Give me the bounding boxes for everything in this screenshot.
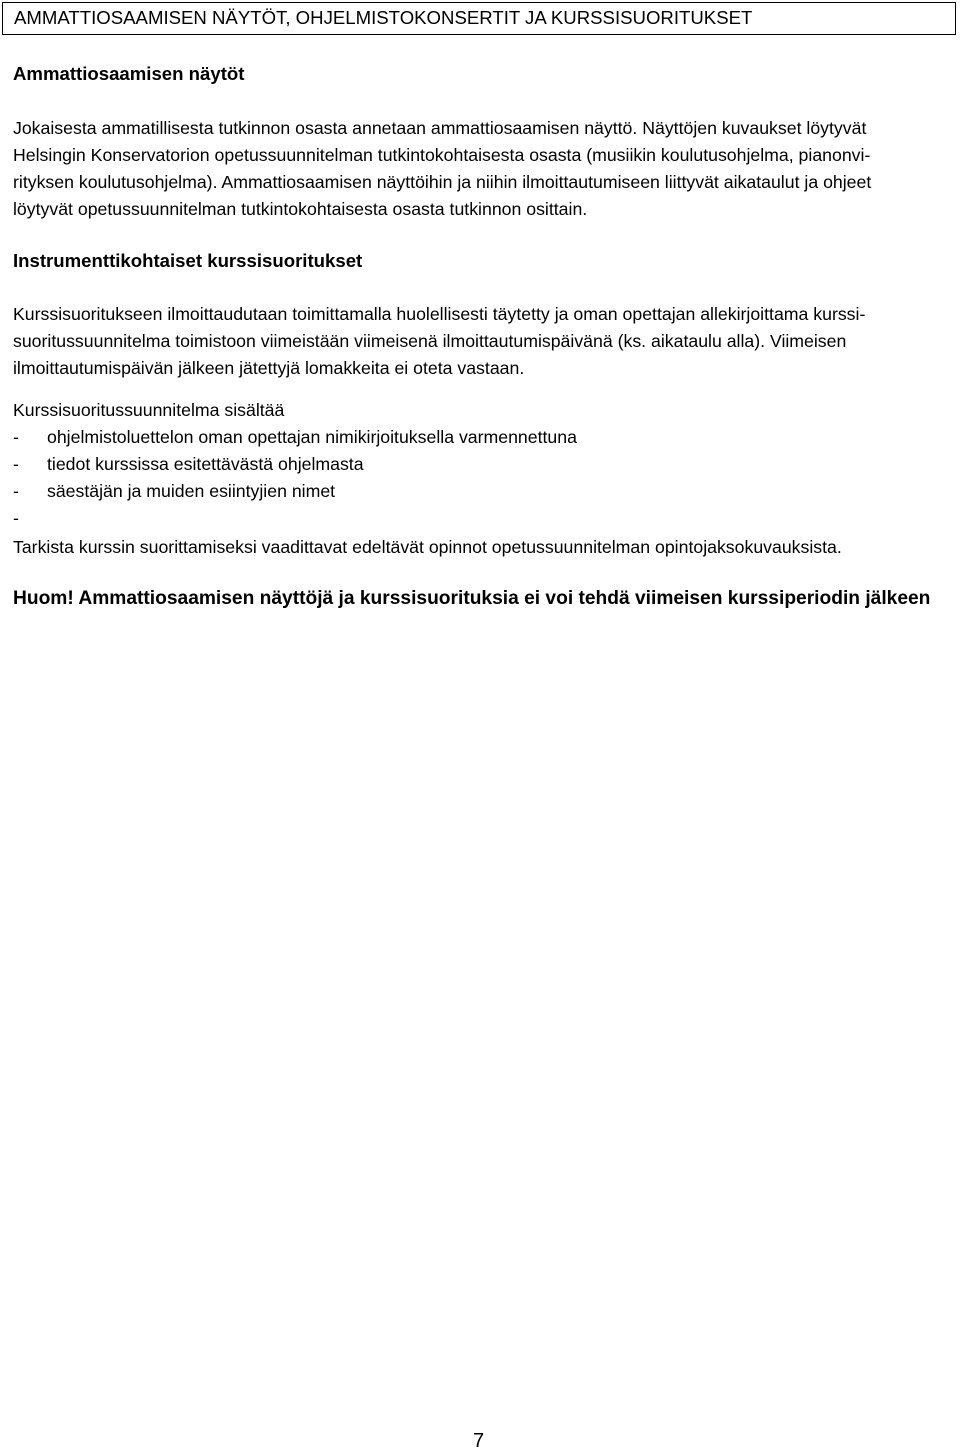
section-heading-kurssisuoritukset: Instrumenttikohtaiset kurssisuoritukset: [13, 250, 363, 271]
list-item: tiedot kurssissa esitettävästä ohjelmasta: [47, 454, 364, 474]
paragraph-line: rityksen koulutusohjelma). Ammattiosaamisen näyttöihin ja niihin ilmoittautumiseen liittyvät aikataulut ja ohjeet: [13, 172, 872, 192]
paragraph-line: ilmoittautumispäivän jälkeen jätettyjä lomakkeita ei oteta vastaan.: [13, 358, 525, 378]
empty-list-dash: -: [13, 508, 19, 528]
list-dash: -: [13, 481, 19, 501]
list-dash: -: [13, 427, 19, 447]
page-title: AMMATTIOSAAMISEN NÄYTÖT, OHJELMISTOKONSERTIT JA KURSSISUORITUKSET: [14, 7, 753, 28]
title-box: [2, 2, 956, 35]
check-note: Tarkista kurssin suorittamiseksi vaadittavat edeltävät opinnot opetussuunnitelman opintojaksokuvauksista.: [13, 537, 842, 557]
page-number: 7: [473, 1430, 485, 1452]
section-heading-naytot: Ammattiosaamisen näytöt: [13, 63, 245, 84]
paragraph-line: Jokaisesta ammatillisesta tutkinnon osasta annetaan ammattiosaamisen näyttö. Näyttöjen kuvaukset löytyvät: [13, 118, 867, 138]
list-dash: -: [13, 454, 19, 474]
paragraph-line: Kurssisuoritukseen ilmoittaudutaan toimittamalla huolellisesti täytetty ja oman opettajan allekirjoittama kurssi-: [13, 304, 866, 324]
warning-note: Huom! Ammattiosaamisen näyttöjä ja kurssisuorituksia ei voi tehdä viimeisen kurssiperiodin jälkeen: [13, 588, 931, 609]
paragraph-line: Helsingin Konservatorion opetussuunnitelman tutkintokohtaisesta osasta (musiikin koulutusohjelma, pianonvi-: [13, 145, 871, 165]
list-intro: Kurssisuoritussuunnitelma sisältää: [13, 400, 285, 420]
list-item: säestäjän ja muiden esiintyjien nimet: [47, 481, 336, 501]
paragraph-line: löytyvät opetussuunnitelman tutkintokohtaisesta osasta tutkinnon osittain.: [13, 199, 588, 219]
paragraph-line: suoritussuunnitelma toimistoon viimeistään viimeisenä ilmoittautumispäivänä (ks. aikataulu alla). Viimeisen: [13, 331, 847, 351]
list-item: ohjelmistoluettelon oman opettajan nimikirjoituksella varmennettuna: [47, 427, 577, 447]
